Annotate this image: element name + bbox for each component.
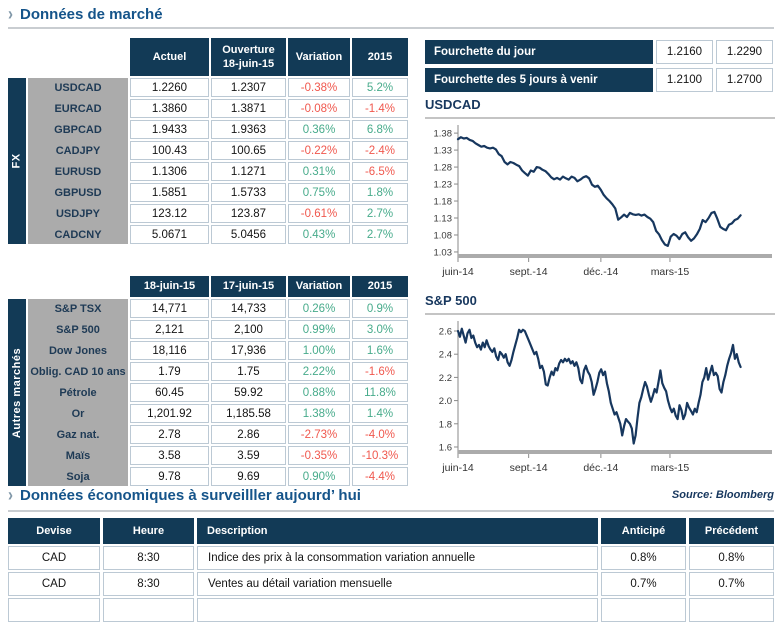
value-cell: 1.5851 <box>130 183 209 202</box>
value-cell: 1.1306 <box>130 162 209 181</box>
value-cell: 1.3860 <box>130 99 209 118</box>
svg-text:1.18: 1.18 <box>433 196 452 208</box>
value-cell: 1.1271 <box>211 162 286 181</box>
column-header <box>211 38 286 76</box>
other-markets-table <box>8 276 408 486</box>
svg-text:1.23: 1.23 <box>433 179 452 191</box>
svg-text:déc.-14: déc.-14 <box>583 266 619 278</box>
column-header-line: 2015 <box>367 50 393 63</box>
value-cell: 100.43 <box>130 141 209 160</box>
section-title-market-data: Données de marché <box>20 6 163 23</box>
source-note: Source: Bloomberg <box>671 489 774 501</box>
calendar-cell <box>689 598 774 622</box>
value-cell: -0.35% <box>288 446 350 465</box>
value-cell: 123.12 <box>130 204 209 223</box>
calendar-cell: CAD <box>8 572 100 596</box>
svg-text:2.2: 2.2 <box>438 372 452 384</box>
column-header: Précédent <box>689 518 774 544</box>
value-cell: 60.45 <box>130 383 209 402</box>
column-header-line: 18-juin-15 <box>143 280 196 293</box>
column-header: Description <box>197 518 598 544</box>
svg-text:juin-14: juin-14 <box>442 462 474 474</box>
column-header <box>352 276 408 297</box>
calendar-cell: 0.7% <box>601 572 686 596</box>
calendar-cell <box>103 598 194 622</box>
svg-text:1.13: 1.13 <box>433 213 452 225</box>
svg-text:1.38: 1.38 <box>433 128 452 140</box>
value-cell: -4.4% <box>352 467 408 486</box>
value-cell: 18,116 <box>130 341 209 360</box>
table-sidebar <box>8 299 26 486</box>
value-cell: 14,733 <box>211 299 286 318</box>
table-sidebar <box>8 78 26 244</box>
value-cell: 1.9363 <box>211 120 286 139</box>
value-cell: -1.6% <box>352 362 408 381</box>
row-label: Dow Jones <box>28 341 128 360</box>
value-cell: 1.4% <box>352 404 408 423</box>
row-label: Oblig. CAD 10 ans <box>28 362 128 381</box>
value-cell: 0.36% <box>288 120 350 139</box>
column-header <box>130 276 209 297</box>
sidebar-vertical-label: Autres marchés <box>11 347 23 438</box>
svg-text:1.6: 1.6 <box>438 442 452 454</box>
value-cell: 1.38% <box>288 404 350 423</box>
column-header-line: Variation <box>295 280 343 293</box>
section-divider <box>8 510 774 512</box>
svg-text:1.33: 1.33 <box>433 145 452 157</box>
row-label: Gaz nat. <box>28 425 128 444</box>
sp500-line-chart <box>425 317 775 479</box>
value-cell: 3.0% <box>352 320 408 339</box>
value-cell: 1.3871 <box>211 99 286 118</box>
svg-text:2.0: 2.0 <box>438 396 452 408</box>
row-label: EURUSD <box>28 162 128 181</box>
svg-text:sept.-14: sept.-14 <box>509 266 548 278</box>
value-cell: -6.5% <box>352 162 408 181</box>
value-cell: 3.59 <box>211 446 286 465</box>
range-low-value: 1.2100 <box>656 68 713 92</box>
chart-title-divider <box>425 313 775 315</box>
value-cell: 1.6% <box>352 341 408 360</box>
range-row-label: Fourchette des 5 jours à venir <box>425 68 653 92</box>
value-cell: -0.22% <box>288 141 350 160</box>
value-cell: 2,121 <box>130 320 209 339</box>
svg-text:déc.-14: déc.-14 <box>583 462 619 474</box>
calendar-cell: Ventes au détail variation mensuelle <box>197 572 598 596</box>
column-header-line: 17-juin-15 <box>222 280 275 293</box>
value-cell: 0.9% <box>352 299 408 318</box>
row-label: Or <box>28 404 128 423</box>
value-cell: 6.8% <box>352 120 408 139</box>
value-cell: 0.43% <box>288 225 350 244</box>
row-label: GBPUSD <box>28 183 128 202</box>
row-label: GBPCAD <box>28 120 128 139</box>
calendar-cell: 0.8% <box>601 546 686 570</box>
svg-text:1.28: 1.28 <box>433 162 452 174</box>
svg-text:1.08: 1.08 <box>433 230 452 242</box>
value-cell: 1.79 <box>130 362 209 381</box>
chevron-right-icon: › <box>8 484 13 507</box>
value-cell: 123.87 <box>211 204 286 223</box>
value-cell: 5.0671 <box>130 225 209 244</box>
row-label: CADCNY <box>28 225 128 244</box>
value-cell: 59.92 <box>211 383 286 402</box>
row-label: S&P TSX <box>28 299 128 318</box>
column-header <box>288 276 350 297</box>
svg-text:juin-14: juin-14 <box>442 266 474 278</box>
usdcad-chart-title: USDCAD <box>425 97 481 112</box>
value-cell: 17,936 <box>211 341 286 360</box>
value-cell: 1,201.92 <box>130 404 209 423</box>
column-header <box>130 38 209 76</box>
range-high-value: 1.2290 <box>716 40 773 64</box>
value-cell: 1.2307 <box>211 78 286 97</box>
value-cell: 1.75 <box>211 362 286 381</box>
sidebar-vertical-label: FX <box>11 153 23 169</box>
sp500-chart-title: S&P 500 <box>425 293 477 308</box>
calendar-cell: 8:30 <box>103 572 194 596</box>
row-label: Soja <box>28 467 128 486</box>
value-cell: -2.73% <box>288 425 350 444</box>
column-header-line: Actuel <box>152 50 187 63</box>
value-cell: 1,185.58 <box>211 404 286 423</box>
usdcad-chart <box>425 121 775 288</box>
row-label: CADJPY <box>28 141 128 160</box>
column-header-line: Variation <box>295 50 343 63</box>
value-cell: 0.99% <box>288 320 350 339</box>
svg-text:sept.-14: sept.-14 <box>509 462 548 474</box>
calendar-cell: 0.8% <box>689 546 774 570</box>
value-cell: 100.65 <box>211 141 286 160</box>
column-header: Devise <box>8 518 100 544</box>
value-cell: 9.78 <box>130 467 209 486</box>
value-cell: 2.78 <box>130 425 209 444</box>
chart-title-divider <box>425 117 775 119</box>
svg-text:1.8: 1.8 <box>438 419 452 431</box>
value-cell: 9.69 <box>211 467 286 486</box>
value-cell: 0.90% <box>288 467 350 486</box>
value-cell: 2,100 <box>211 320 286 339</box>
value-cell: -2.4% <box>352 141 408 160</box>
value-cell: 2.7% <box>352 204 408 223</box>
section-header-market-data <box>8 3 163 26</box>
value-cell: 2.86 <box>211 425 286 444</box>
calendar-cell: Indice des prix à la consommation variation annuelle <box>197 546 598 570</box>
value-cell: 1.2260 <box>130 78 209 97</box>
value-cell: 5.0456 <box>211 225 286 244</box>
svg-text:2.4: 2.4 <box>438 349 452 361</box>
value-cell: -10.3% <box>352 446 408 465</box>
svg-text:mars-15: mars-15 <box>650 266 690 278</box>
usdcad-line-chart <box>425 121 775 283</box>
column-header-line: Ouverture <box>222 43 275 56</box>
column-header <box>352 38 408 76</box>
row-label: EURCAD <box>28 99 128 118</box>
calendar-cell <box>197 598 598 622</box>
range-low-value: 1.2160 <box>656 40 713 64</box>
section-title-econ-data: Données économiques à surveilller aujourd’ hui <box>20 487 361 504</box>
chevron-right-icon: › <box>8 3 13 26</box>
value-cell: 1.9433 <box>130 120 209 139</box>
value-cell: -4.0% <box>352 425 408 444</box>
value-cell: 0.88% <box>288 383 350 402</box>
daily-range-table <box>425 40 773 92</box>
calendar-cell <box>8 598 100 622</box>
range-high-value: 1.2700 <box>716 68 773 92</box>
value-cell: -0.38% <box>288 78 350 97</box>
value-cell: -0.08% <box>288 99 350 118</box>
value-cell: 1.8% <box>352 183 408 202</box>
value-cell: 5.2% <box>352 78 408 97</box>
value-cell: -0.61% <box>288 204 350 223</box>
calendar-cell: CAD <box>8 546 100 570</box>
sp500-chart <box>425 317 775 484</box>
section-divider <box>8 27 774 29</box>
economic-calendar-table <box>8 518 774 622</box>
column-header: Anticipé <box>601 518 686 544</box>
row-label: Maïs <box>28 446 128 465</box>
column-header: Heure <box>103 518 194 544</box>
value-cell: 0.31% <box>288 162 350 181</box>
fx-table <box>8 38 408 244</box>
svg-text:1.03: 1.03 <box>433 247 452 259</box>
value-cell: 2.7% <box>352 225 408 244</box>
column-header-line: 2015 <box>367 280 393 293</box>
row-label: S&P 500 <box>28 320 128 339</box>
calendar-cell: 8:30 <box>103 546 194 570</box>
value-cell: 0.26% <box>288 299 350 318</box>
value-cell: 3.58 <box>130 446 209 465</box>
range-row-label: Fourchette du jour <box>425 40 653 64</box>
value-cell: 2.22% <box>288 362 350 381</box>
column-header <box>211 276 286 297</box>
value-cell: 0.75% <box>288 183 350 202</box>
value-cell: 1.00% <box>288 341 350 360</box>
column-header <box>288 38 350 76</box>
svg-text:mars-15: mars-15 <box>650 462 690 474</box>
value-cell: 14,771 <box>130 299 209 318</box>
value-cell: 11.8% <box>352 383 408 402</box>
value-cell: -1.4% <box>352 99 408 118</box>
calendar-cell: 0.7% <box>689 572 774 596</box>
svg-text:2.6: 2.6 <box>438 326 452 338</box>
section-header-econ-data <box>8 484 361 507</box>
row-label: USDJPY <box>28 204 128 223</box>
row-label: Pétrole <box>28 383 128 402</box>
value-cell: 1.5733 <box>211 183 286 202</box>
row-label: USDCAD <box>28 78 128 97</box>
column-header-line: 18-juin-15 <box>222 58 275 70</box>
calendar-cell <box>601 598 686 622</box>
